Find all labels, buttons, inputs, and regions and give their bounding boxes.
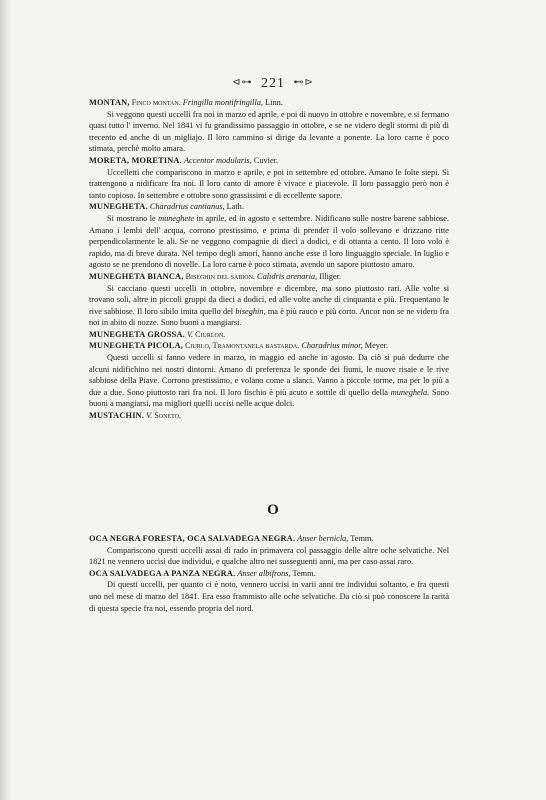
entry-scientific-name: Accentor modularis, [183, 155, 252, 165]
entry-body-text: ma è più rauco e più corto. Ancor non se ne videro fra noi in abito di nozze. Sono buoni a mangiarsi. [89, 306, 449, 328]
entry-body-italic: muneghete [158, 213, 195, 223]
entry-scientific-name: Anser albifrons, [237, 568, 291, 578]
entry-alt-name: Finco montan. [131, 98, 181, 107]
entry-name: MUSTACHIN. [89, 411, 145, 421]
entry-body: Compariscono questi uccelli assai di rado in primavera col passaggio delle altre oche selvatiche. Nel 1821 ne vennero uccisi due individui, e qualche altro nei susseguenti anni, ma per caso assai raro. [89, 545, 449, 567]
entry-author: Linn. [265, 98, 283, 107]
entry-author: Temm. [350, 534, 374, 543]
dictionary-entry [89, 568, 449, 614]
entries-m [89, 97, 449, 422]
entry-heading [89, 340, 449, 352]
ornament-left: ⊲⊶ [232, 77, 253, 88]
entry-body: Di questi uccelli, per quanto ci è noto, vennero uccisi in varii anni tre individui soltanto, e fra questi uno nel mese di marzo del 1841. Era esso frammisto alle oche selvatiche. Da ciò si può conoscere la rarità di questa specie fra noi, essendo propria del nord. [89, 580, 449, 613]
entry-author: Meyer. [364, 341, 389, 351]
entry-heading [89, 568, 449, 580]
entry-scientific-name: Anser bernicla, [297, 534, 349, 543]
page-number: 221 [261, 76, 285, 91]
entry-body: Uccelletti che compariscono in marzo e aprile, e poi in settembre ed ottobre. Amano le folte siepi. Si trattengono a nidificare fra noi. Il loro canto di amore è vivace e piacevole. Il loro passaggio però non è tanto copioso. In settembre e ottobre sono grassissimi e di eccellente sapore. [89, 167, 449, 200]
entry-heading [89, 410, 449, 422]
dictionary-entry [89, 533, 449, 568]
entry-heading [89, 271, 449, 283]
entry-body-text: Si mostrano le [107, 213, 159, 223]
entry-name: OCA SALVADEGA A PANZA NEGRA. [89, 568, 236, 578]
entry-author: Illiger. [319, 271, 342, 281]
entry-heading [89, 533, 449, 545]
page-header [0, 76, 546, 92]
entry-name: MUNEGHETA PICOLA, [89, 341, 184, 351]
entry-see-also-target: Ciurlon. [195, 329, 226, 339]
entry-name: OCA NEGRA FORESTA, OCA SALVADEGA NEGRA. [89, 534, 296, 543]
dictionary-entry [89, 271, 449, 329]
entry-name: MORETA, MORETINA. [89, 155, 182, 165]
entry-body-text: Questi uccelli si fanno vedere in marzo, in maggio ed anche in agosto. Da ciò si può dedurre che alcuni nidifichino nei nostri dintorni. Amano di preferenza le sponde dei fiumi, le nuove risaie e le rive sabbiose della Piave. Corrono prestissimo, e volano come a slanci. Vanno a piccole torme, ma per lo più a due a due. Sono piuttosto rari fra noi. Il loro fischio è più acuto e sottile di quello della [89, 353, 449, 397]
dictionary-entry [89, 155, 449, 201]
entry-author: Cuvier. [253, 155, 279, 165]
entry-body-text: in aprile, ed in agosto e settembre. Nidificano sulle nostre barene sabbiose. Amano i lembi dell' acqua, corrono prestissimo, e prima di prender il volo sollevano e drizzano ritte perpendicolarmente le ali. Se ne veggono compagnie di dieci a dodici, e di ottanta a cento. Il loro volo è rapido, ma di breve durata. Nel tempo degli amori, hanno anche esse il loro linguaggio speciale. In luglio e agosto se ne prendono di novelle. La loro carne è poco stimata, avendo un sapore piuttosto amaro. [89, 213, 449, 270]
dictionary-entry [89, 340, 449, 410]
ornament-right: ⊷⊳ [293, 77, 314, 88]
dictionary-entry [89, 410, 449, 422]
page-spine-shadow [0, 0, 10, 800]
entry-heading [89, 201, 449, 213]
dictionary-entry [89, 329, 449, 341]
entry-body: Si veggono questi uccelli fra noi in marzo ed aprile, e poi di nuovo in ottobre e novembre, e si fermano quasi tutto l' inverno. Nel 1841 vi fu grandissimo passaggio in ottobre, e se ne videro degli stormi di più di trecento ed anche di un migliajo. Il loro cammino si dirige da levante a ponente. La loro carne è poco stimata, perchè molto amara. [89, 109, 449, 154]
entry-see-also-marker: V. [146, 411, 153, 421]
entry-author: Lath. [226, 202, 244, 212]
entry-body [89, 283, 449, 329]
entry-body-text: Si cacciano questi uccelli in ottobre, novembre e dicembre, ma sono piuttosto rari. Alle volte si trovano soli, altre in piccoli gruppi da dieci a dodici, ed alle volte anche di cinquanta e più. Frequentano le rive sabbiose. Il loro sibilo imita quello del [89, 283, 449, 316]
entry-name: MUNEGHETA. [89, 202, 148, 212]
entry-see-also-marker: V. [187, 329, 194, 339]
entry-see-also-target: Soneto. [154, 411, 181, 421]
entry-scientific-name: Charadrius cantianus, [149, 202, 225, 212]
entry-body-italic: biseghin, [235, 306, 266, 316]
entries-o [89, 533, 449, 614]
entry-name: MUNEGHETA GROSSA. [89, 329, 185, 339]
entry-name: MUNEGHETA BIANCA, [89, 271, 184, 281]
entry-heading [89, 329, 449, 341]
entry-body [89, 352, 449, 410]
dictionary-entry [89, 97, 449, 155]
entry-name: MONTAN, [89, 98, 130, 107]
entry-scientific-name: Fringilla montifringilla, [182, 98, 263, 107]
entry-alt-name: Biseghin del sabion. [185, 271, 255, 281]
entry-author: Temm. [292, 568, 316, 578]
entry-heading [89, 155, 449, 167]
entry-scientific-name: Calidris arenaria, [257, 271, 318, 281]
entry-body-italic: muneghela. [390, 387, 430, 397]
entry-scientific-name: Charadrius minor, [301, 341, 363, 351]
section-letter-heading: O [267, 502, 279, 518]
dictionary-entry [89, 201, 449, 271]
entry-body-text: Sono buoni a mangiarsi, ma migliori quelli uccisi nelle acque dolci. [89, 387, 449, 409]
entry-alt-name: Ciurlo, Tramontanela bastarda. [185, 341, 300, 351]
entry-body [89, 213, 449, 271]
entry-heading [89, 97, 449, 109]
